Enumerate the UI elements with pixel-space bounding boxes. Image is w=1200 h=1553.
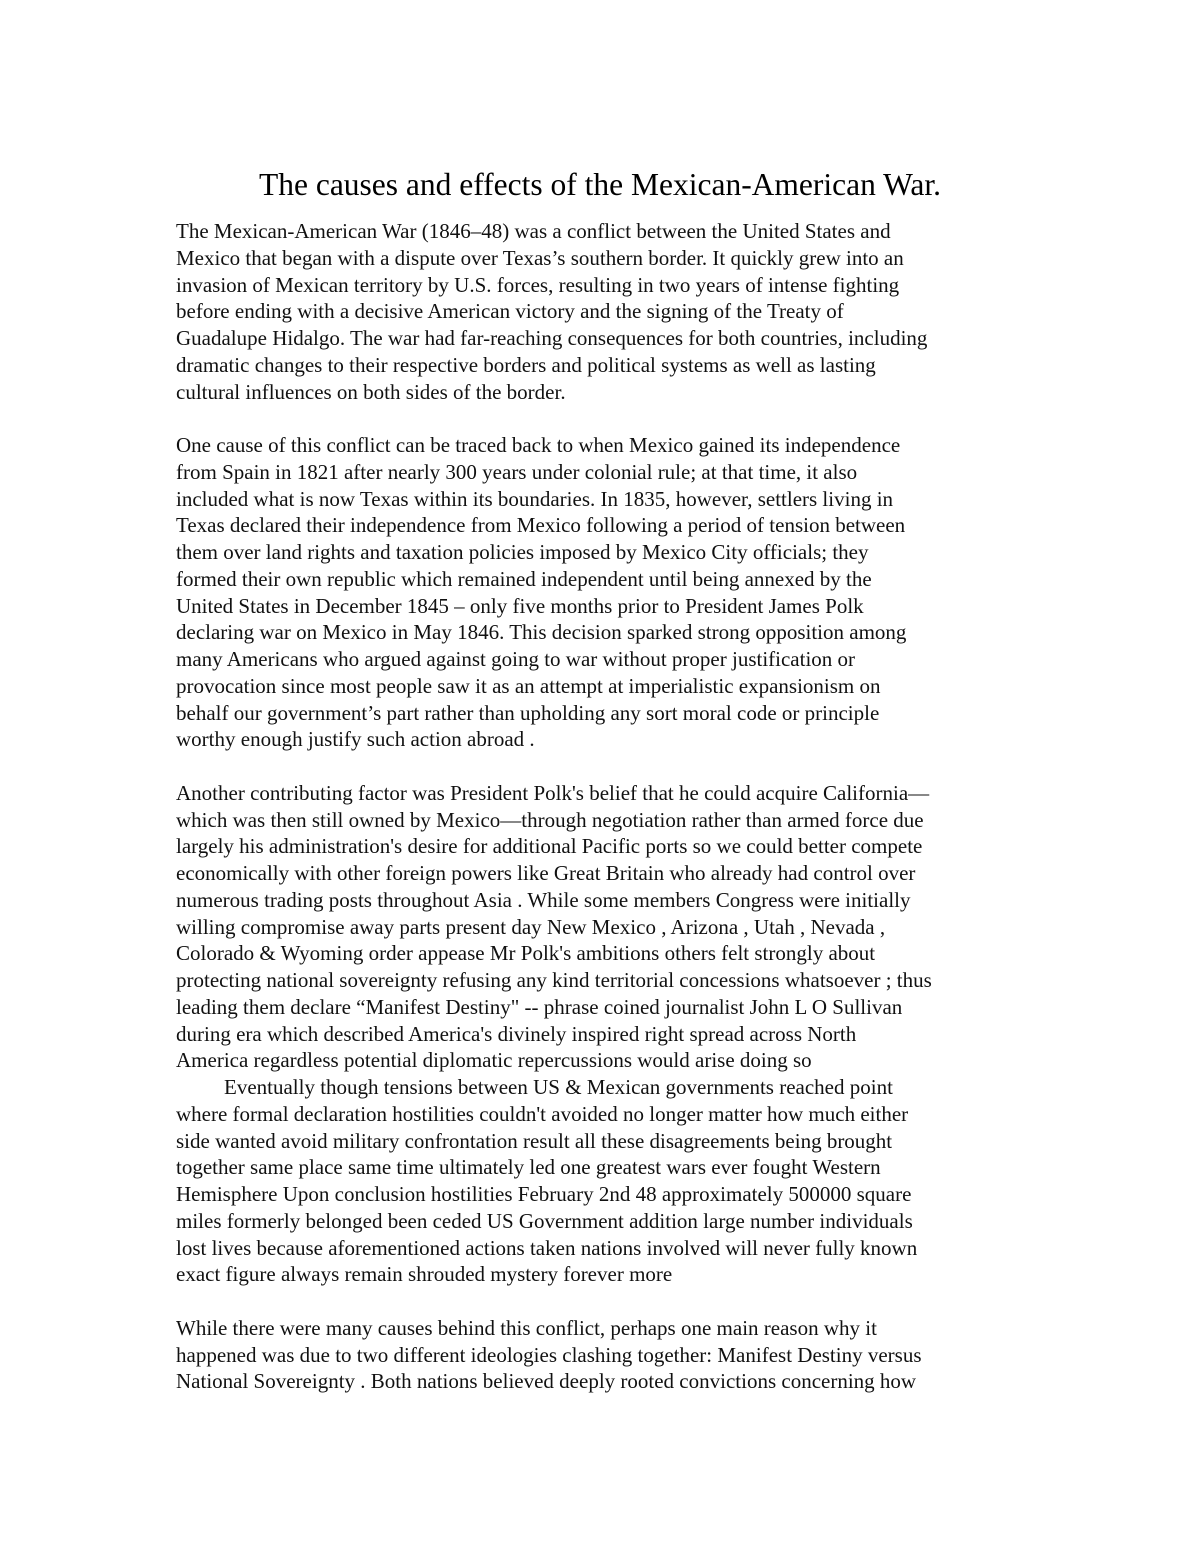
text-line: United States in December 1845 – only five months prior to President James Polk [176, 593, 864, 618]
text-line: during era which described America's divinely inspired right spread across North [176, 1021, 857, 1046]
text-line: willing compromise away parts present day New Mexico , Arizona , Utah , Nevada , [176, 914, 886, 939]
text-line: which was then still owned by Mexico—through negotiation rather than armed force due [176, 807, 924, 832]
text-line: exact figure always remain shrouded mystery forever more [176, 1262, 673, 1287]
text-line: many Americans who argued against going to war without proper justification or [176, 647, 856, 671]
paragraph-war-outcome [176, 1074, 1036, 1288]
text-line: economically with other foreign powers like Great Britain who already had control over [176, 861, 916, 885]
document-body [176, 218, 1036, 1395]
paragraph-cause-california [176, 780, 1036, 1074]
text-line: declaring war on Mexico in May 1846. This decision sparked strong opposition among [176, 620, 907, 645]
text-line: Texas declared their independence from Mexico following a period of tension between [176, 513, 906, 538]
paragraph-spacer [176, 753, 1036, 780]
text-line: provocation since most people saw it as an attempt at imperialistic expansionism on [176, 673, 881, 698]
text-line: lost lives because aforementioned actions taken nations involved will never fully known [176, 1235, 918, 1260]
text-line: formed their own republic which remained independent until being annexed by the [176, 566, 872, 591]
text-line: together same place same time ultimately led one greatest wars ever fought Western [176, 1155, 881, 1180]
text-line: Another contributing factor was President Polk's belief that he could acquire California— [176, 780, 930, 805]
paragraph-intro [176, 218, 1036, 405]
text-line: dramatic changes to their respective borders and political systems as well as lasting [176, 352, 876, 377]
paragraph-spacer [176, 1288, 1036, 1315]
text-line: worthy enough justify such action abroad . [176, 727, 535, 752]
text-line: included what is now Texas within its boundaries. In 1835, however, settlers living in [176, 486, 894, 511]
text-line: Mexico that began with a dispute over Texas’s southern border. It quickly grew into an [176, 245, 904, 270]
paragraph-ideologies [176, 1315, 1036, 1395]
paragraph-spacer [176, 405, 1036, 432]
text-line: Guadalupe Hidalgo. The war had far-reaching consequences for both countries, including [176, 326, 928, 350]
text-line: before ending with a decisive American victory and the signing of the Treaty of [176, 299, 844, 324]
text-line: behalf our government’s part rather than upholding any sort moral code or principle [176, 700, 880, 725]
text-line: miles formerly belonged been ceded US Government addition large number individuals [176, 1208, 913, 1233]
text-line: from Spain in 1821 after nearly 300 years under colonial rule; at that time, it also [176, 459, 858, 484]
page-title: The causes and effects of the Mexican-American War. [258, 167, 941, 202]
text-line: invasion of Mexican territory by U.S. forces, resulting in two years of intense fighting [176, 272, 900, 297]
text-line: Hemisphere Upon conclusion hostilities February 2nd 48 approximately 500000 square [176, 1182, 912, 1206]
text-line: largely his administration's desire for additional Pacific ports so we could better compete [176, 834, 923, 859]
text-line: National Sovereignty . Both nations believed deeply rooted convictions concerning how [176, 1369, 917, 1394]
text-line: The Mexican-American War (1846–48) was a conflict between the United States and [176, 219, 891, 243]
text-line: where formal declaration hostilities couldn't avoided no longer matter how much either [176, 1101, 909, 1126]
text-line: Colorado & Wyoming order appease Mr Polk's ambitions others felt strongly about [176, 941, 876, 966]
text-line: them over land rights and taxation policies imposed by Mexico City officials; they [176, 540, 869, 564]
text-line: happened was due to two different ideologies clashing together: Manifest Destiny versus [176, 1342, 922, 1367]
text-line: side wanted avoid military confrontation result all these disagreements being brought [176, 1128, 893, 1153]
text-line: While there were many causes behind this conflict, perhaps one main reason why it [176, 1315, 877, 1340]
text-line: America regardless potential diplomatic repercussions would arise doing so [176, 1048, 812, 1073]
text-line: One cause of this conflict can be traced back to when Mexico gained its independence [176, 433, 901, 457]
paragraph-cause-independence [176, 432, 1036, 753]
text-line: protecting national sovereignty refusing any kind territorial concessions whatsoever ; thus [176, 968, 932, 992]
text-line: numerous trading posts throughout Asia . While some members Congress were initially [176, 887, 911, 912]
text-line: Eventually though tensions between US & Mexican governments reached point [224, 1075, 893, 1099]
text-line: cultural influences on both sides of the border. [176, 379, 566, 404]
text-line: leading them declare “Manifest Destiny" -- phrase coined journalist John L O Sullivan [176, 994, 903, 1019]
